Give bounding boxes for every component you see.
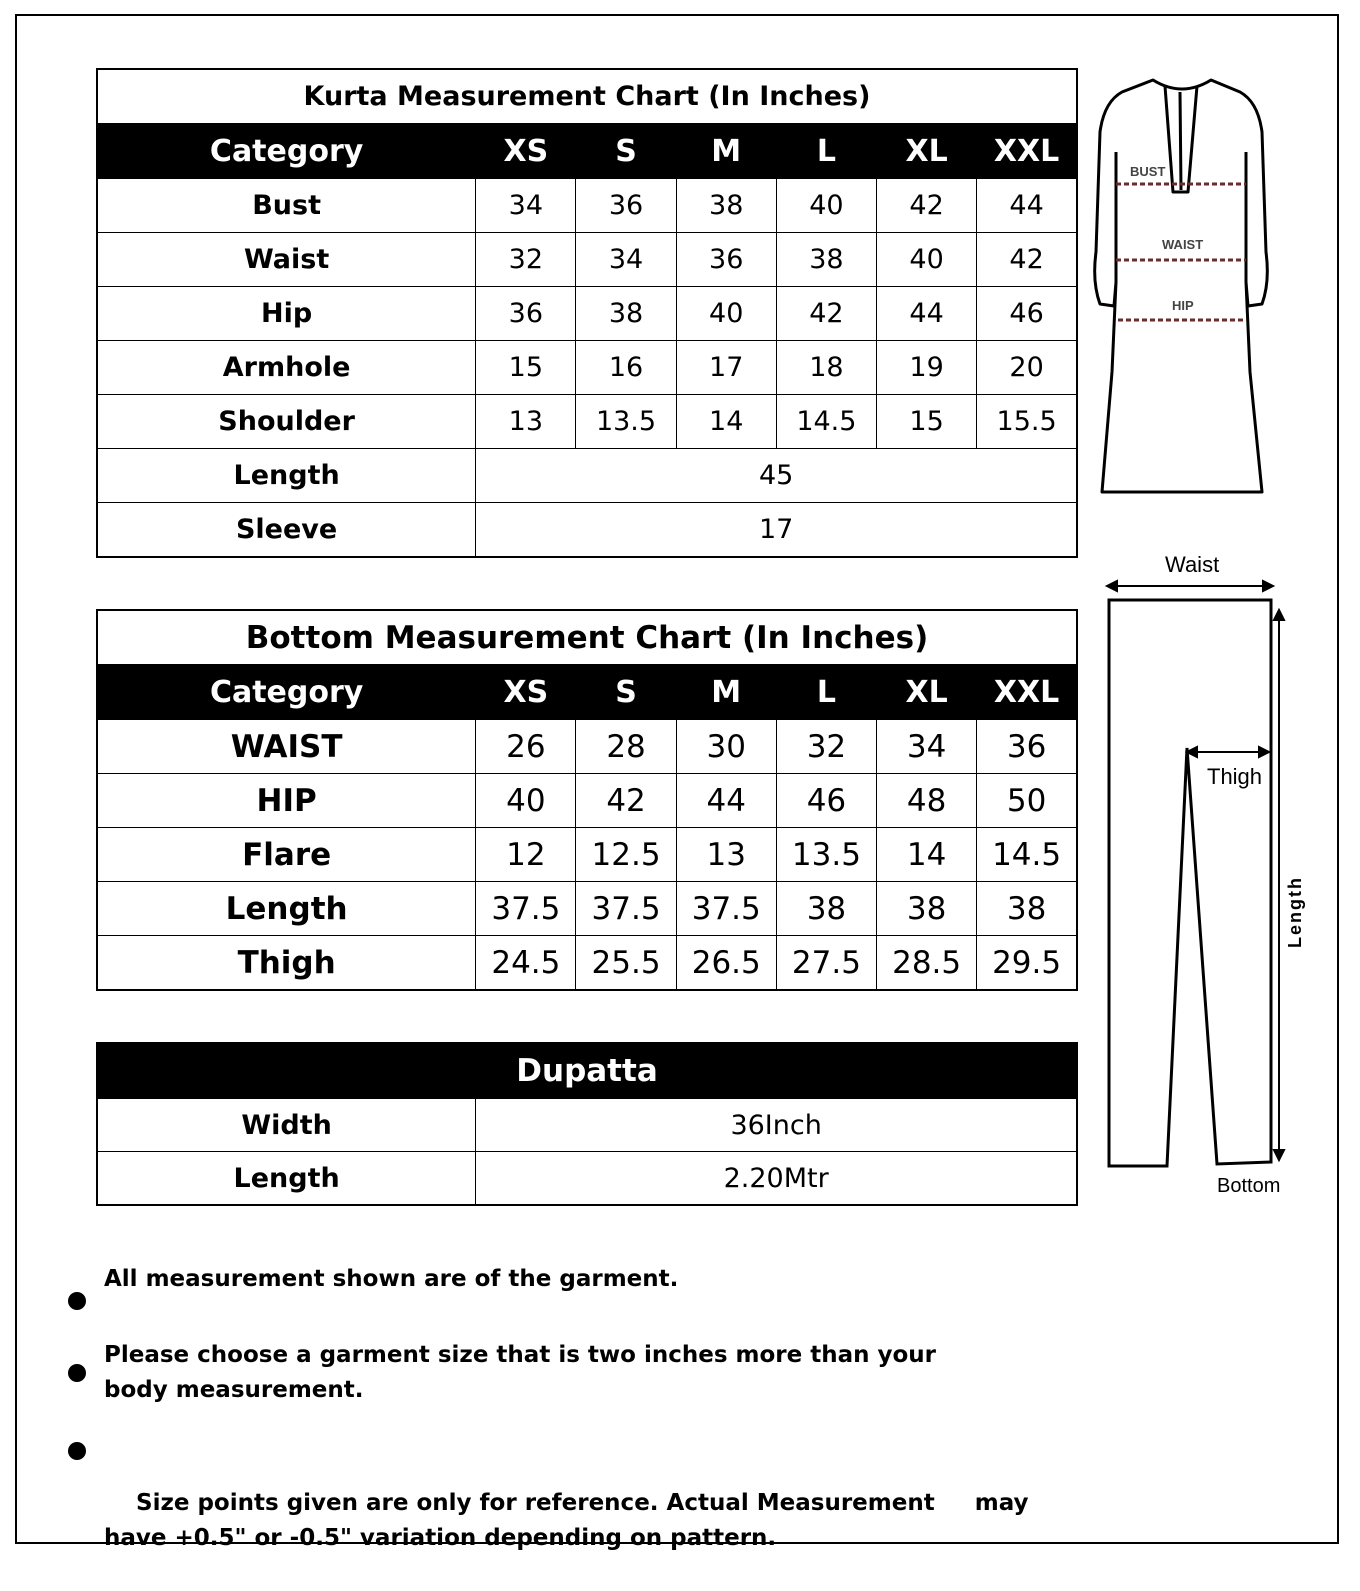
cell: 36 [476,287,576,341]
row-label: Hip [97,287,476,341]
cell: 36 [977,720,1077,774]
cell: 36Inch [476,1099,1077,1152]
notes-list [66,1262,1086,1591]
kurta-chart-title: Kurta Measurement Chart (In Inches) [97,69,1077,124]
cell: 36 [676,233,776,287]
kurta-row-sleeve [97,503,1077,558]
cell: 14 [676,395,776,449]
cell: 40 [476,774,576,828]
cell: 37.5 [476,882,576,936]
cell: 26.5 [676,936,776,991]
cell: 46 [977,287,1077,341]
cell: 40 [876,233,976,287]
bottom-row-hip [97,774,1077,828]
bottom-row-length [97,882,1077,936]
kurta-header-l: L [776,124,876,179]
cell: 26 [476,720,576,774]
kurta-row-hip [97,287,1077,341]
bottom-row-thigh [97,936,1077,991]
bottom-header-l: L [776,665,876,720]
kurta-header-xxl: XXL [977,124,1077,179]
cell: 27.5 [776,936,876,991]
row-label: Flare [97,828,476,882]
kurta-header-category: Category [97,124,476,179]
cell: 12 [476,828,576,882]
kurta-row-bust [97,179,1077,233]
kurta-row-waist [97,233,1077,287]
kurta-header-xs: XS [476,124,576,179]
cell: 14 [877,828,977,882]
cell: 24.5 [476,936,576,991]
cell: 42 [776,287,876,341]
row-label: Sleeve [97,503,476,558]
bottom-row-flare [97,828,1077,882]
cell: 29.5 [977,936,1077,991]
kurta-hip-label: HIP [1172,298,1194,313]
cell: 42 [977,233,1077,287]
cell: 20 [977,341,1077,395]
row-label: Length [97,449,476,503]
dupatta-chart [96,1042,1078,1206]
cell: 44 [977,179,1077,233]
cell: 38 [576,287,676,341]
pants-waist-label: Waist [1165,552,1220,577]
pants-diagram [1095,548,1310,1208]
cell: 13.5 [576,395,676,449]
bottom-row-waist [97,720,1077,774]
bottom-header-xs: XS [476,665,576,720]
cell: 28 [576,720,676,774]
cell: 15.5 [977,395,1077,449]
row-label: Waist [97,233,476,287]
cell: 34 [576,233,676,287]
kurta-measurement-chart [96,68,1078,558]
cell: 30 [676,720,776,774]
row-label: Length [97,882,476,936]
note-text: All measurement shown are of the garment. [104,1266,679,1292]
note-item [66,1262,1086,1322]
bullet-icon [68,1292,86,1310]
row-label: Width [97,1099,476,1152]
cell: 40 [676,287,776,341]
cell: 15 [876,395,976,449]
kurta-header-s: S [576,124,676,179]
cell: 28.5 [877,936,977,991]
cell: 42 [876,179,976,233]
cell: 36 [576,179,676,233]
kurta-diagram [1090,72,1280,502]
pants-length-label: Length [1285,876,1305,948]
cell: 32 [476,233,576,287]
cell: 25.5 [576,936,676,991]
cell: 34 [476,179,576,233]
row-label: Thigh [97,936,476,991]
cell: 38 [877,882,977,936]
cell: 40 [776,179,876,233]
bottom-header-category: Category [97,665,476,720]
cell: 14.5 [977,828,1077,882]
cell: 50 [977,774,1077,828]
cell: 37.5 [676,882,776,936]
bottom-header-s: S [576,665,676,720]
dupatta-row-length [97,1152,1077,1206]
cell: 37.5 [576,882,676,936]
cell: 13.5 [776,828,876,882]
cell: 18 [776,341,876,395]
kurta-header-m: M [676,124,776,179]
kurta-header-xl: XL [876,124,976,179]
bottom-header-m: M [676,665,776,720]
cell: 38 [776,882,876,936]
cell: 32 [776,720,876,774]
kurta-waist-label: WAIST [1162,237,1204,252]
note-text: Size points given are only for reference. Actual Measurement may have +0.5" or -0.5" variation depending on pattern. [104,1490,1037,1551]
note-item [66,1338,984,1408]
cell: 44 [876,287,976,341]
bottom-header-xxl: XXL [977,665,1077,720]
cell: 17 [676,341,776,395]
dupatta-title: Dupatta [97,1043,1077,1099]
bottom-header-xl: XL [877,665,977,720]
cell: 38 [676,179,776,233]
kurta-row-shoulder [97,395,1077,449]
row-label: WAIST [97,720,476,774]
note-item [66,1416,1064,1591]
row-label: Length [97,1152,476,1206]
cell: 14.5 [776,395,876,449]
cell: 42 [576,774,676,828]
cell: 34 [877,720,977,774]
row-label: Shoulder [97,395,476,449]
merged-cell: 45 [476,449,1077,503]
row-label: Bust [97,179,476,233]
cell: 46 [776,774,876,828]
cell: 48 [877,774,977,828]
cell: 2.20Mtr [476,1152,1077,1206]
merged-cell: 17 [476,503,1077,558]
kurta-row-length [97,449,1077,503]
pants-bottom-label: Bottom [1217,1175,1281,1197]
kurta-bust-label: BUST [1130,164,1166,179]
cell: 44 [676,774,776,828]
cell: 38 [776,233,876,287]
cell: 13 [476,395,576,449]
pants-thigh-label: Thigh [1207,764,1263,789]
dupatta-row-width [97,1099,1077,1152]
cell: 15 [476,341,576,395]
note-text: Please choose a garment size that is two inches more than your body measurement. [104,1342,937,1403]
cell: 38 [977,882,1077,936]
bullet-icon [68,1442,86,1460]
cell: 13 [676,828,776,882]
cell: 12.5 [576,828,676,882]
bottom-chart-title: Bottom Measurement Chart (In Inches) [97,610,1077,665]
bottom-measurement-chart [96,609,1078,991]
cell: 19 [876,341,976,395]
kurta-row-armhole [97,341,1077,395]
row-label: HIP [97,774,476,828]
bullet-icon [68,1364,86,1382]
row-label: Armhole [97,341,476,395]
cell: 16 [576,341,676,395]
